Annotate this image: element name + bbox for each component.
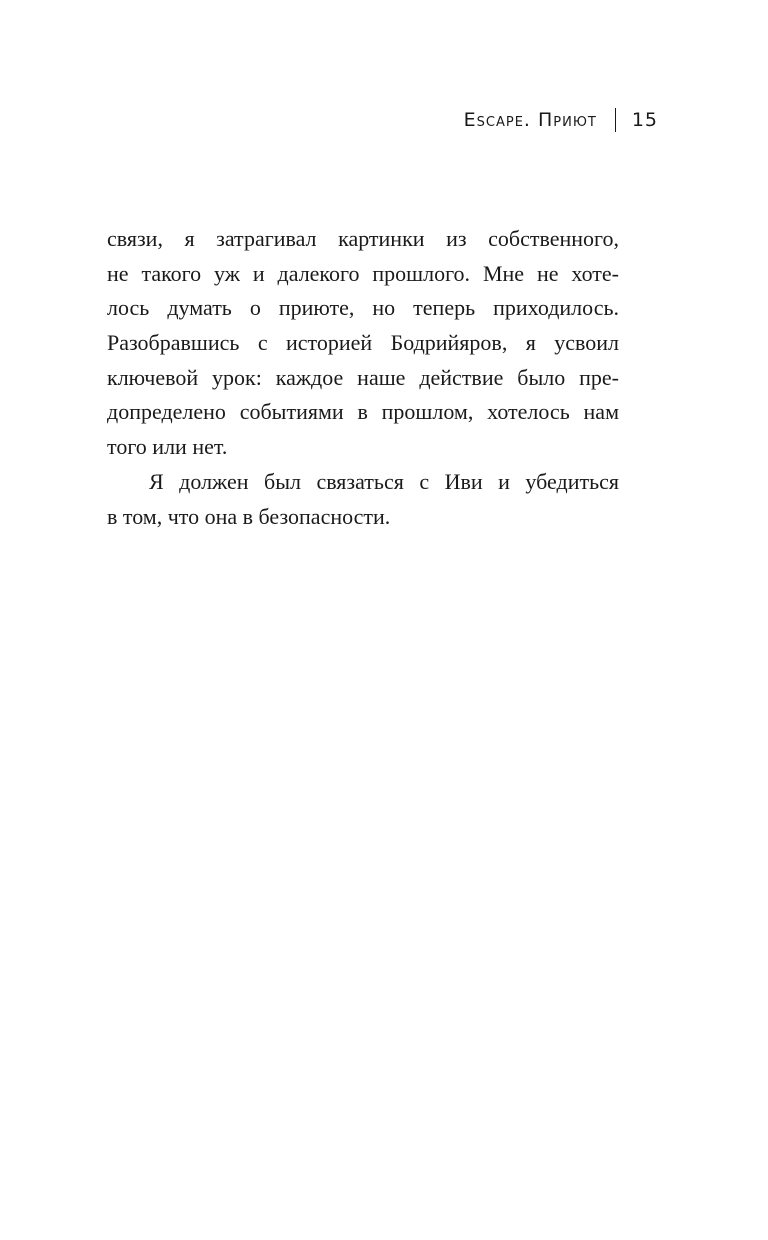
text-line: лось думать о приюте, но теперь приходилось. xyxy=(107,295,619,321)
text-line: Я должен был связаться с Иви и убедиться xyxy=(149,468,619,494)
running-head xyxy=(464,106,658,134)
text-line: не такого уж и далекого прошлого. Мне не хоте- xyxy=(107,260,619,286)
header-divider xyxy=(615,108,616,132)
paragraph-1 xyxy=(107,222,619,465)
text-line: связи, я затрагивал картинки из собственного, xyxy=(107,226,619,251)
text-line: того или нет. xyxy=(107,434,228,460)
text-line: допределено событиями в прошлом, хотелось нам xyxy=(107,399,619,425)
text-line: Разобравшись с историей Бодрийяров, я усвоил xyxy=(107,330,619,356)
text-line: в том, что она в безопасности. xyxy=(107,503,391,529)
book-title: Escape. Приют xyxy=(463,109,597,131)
body-text xyxy=(107,222,619,534)
running-head-title xyxy=(464,109,597,131)
paragraph-2 xyxy=(107,465,619,534)
text-line: ключевой урок: каждое наше действие было пре- xyxy=(107,364,619,390)
page-number: 15 xyxy=(631,109,658,131)
